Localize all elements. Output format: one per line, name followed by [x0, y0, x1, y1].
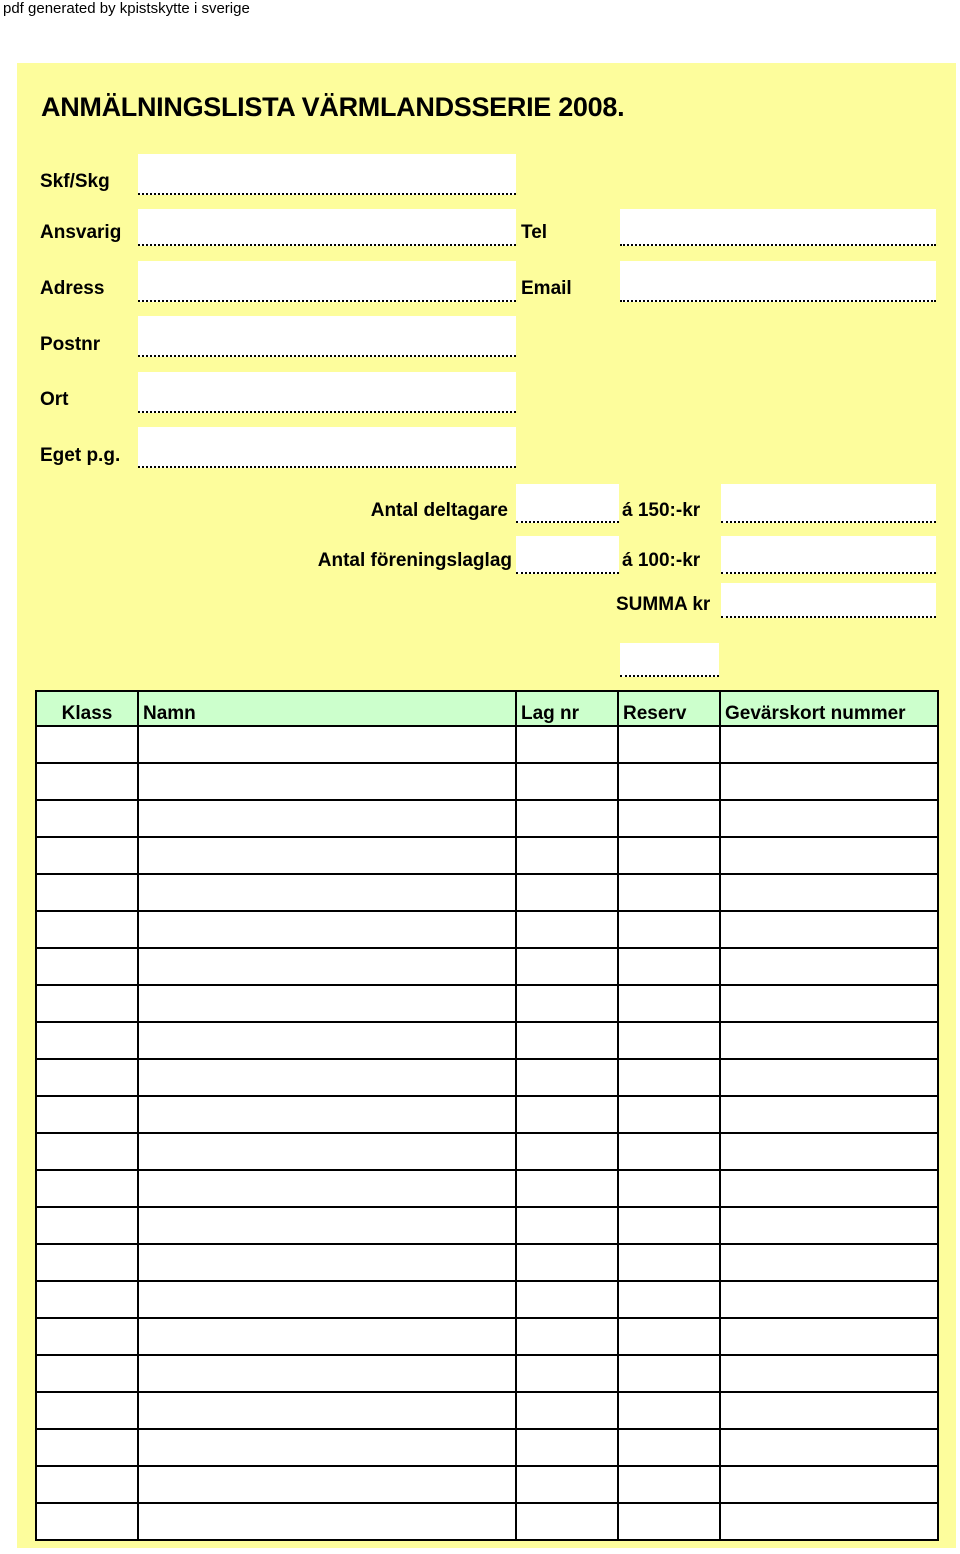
cell-klass[interactable]	[36, 874, 138, 911]
cell-reserv[interactable]	[618, 1059, 720, 1096]
cell-gevarskort[interactable]	[720, 1244, 938, 1281]
cell-lag-nr[interactable]	[516, 1281, 618, 1318]
cell-gevarskort[interactable]	[720, 1355, 938, 1392]
cell-reserv[interactable]	[618, 800, 720, 837]
cell-reserv[interactable]	[618, 763, 720, 800]
table-row	[36, 837, 938, 874]
eget-pg-label: Eget p.g.	[40, 445, 121, 466]
cell-reserv[interactable]	[618, 837, 720, 874]
cell-lag-nr[interactable]	[516, 1318, 618, 1355]
cell-reserv[interactable]	[618, 1133, 720, 1170]
cell-reserv[interactable]	[618, 1466, 720, 1503]
cell-gevarskort[interactable]	[720, 1466, 938, 1503]
email-field[interactable]	[620, 261, 936, 302]
cell-namn[interactable]	[138, 1022, 516, 1059]
cell-lag-nr[interactable]	[516, 911, 618, 948]
cell-namn[interactable]	[138, 1096, 516, 1133]
cell-gevarskort[interactable]	[720, 1133, 938, 1170]
postnr-field[interactable]	[138, 316, 516, 357]
cell-klass[interactable]	[36, 1318, 138, 1355]
tel-field[interactable]	[620, 209, 936, 246]
eget-pg-field[interactable]	[138, 427, 516, 468]
cell-gevarskort[interactable]	[720, 1392, 938, 1429]
cell-klass[interactable]	[36, 1244, 138, 1281]
table-row	[36, 985, 938, 1022]
antal-deltagare-label: Antal deltagare	[370, 500, 508, 521]
cell-lag-nr[interactable]	[516, 1170, 618, 1207]
lag-total-field[interactable]	[721, 536, 936, 574]
column-header-klass: Klass	[36, 691, 138, 726]
cell-gevarskort[interactable]	[720, 1207, 938, 1244]
cell-klass[interactable]	[36, 948, 138, 985]
cell-gevarskort[interactable]	[720, 1096, 938, 1133]
cell-gevarskort[interactable]	[720, 1503, 938, 1540]
cell-lag-nr[interactable]	[516, 1392, 618, 1429]
cell-reserv[interactable]	[618, 1503, 720, 1540]
cell-namn[interactable]	[138, 800, 516, 837]
cell-gevarskort[interactable]	[720, 726, 938, 763]
table-row	[36, 726, 938, 763]
cell-gevarskort[interactable]	[720, 1170, 938, 1207]
table-row	[36, 1244, 938, 1281]
cell-gevarskort[interactable]	[720, 763, 938, 800]
pdf-generator-note: pdf generated by kpistskytte i sverige	[3, 0, 250, 17]
cell-namn[interactable]	[138, 1466, 516, 1503]
table-row	[36, 1059, 938, 1096]
antal-lag-label: Antal föreningslaglag	[317, 550, 512, 571]
cell-reserv[interactable]	[618, 726, 720, 763]
cell-klass[interactable]	[36, 911, 138, 948]
cell-namn[interactable]	[138, 1281, 516, 1318]
cell-gevarskort[interactable]	[720, 948, 938, 985]
cell-gevarskort[interactable]	[720, 874, 938, 911]
postnr-label: Postnr	[40, 334, 101, 355]
table-row	[36, 1392, 938, 1429]
deltagare-total-field[interactable]	[721, 484, 936, 523]
cell-reserv[interactable]	[618, 1281, 720, 1318]
cell-klass[interactable]	[36, 1096, 138, 1133]
cell-lag-nr[interactable]	[516, 763, 618, 800]
cell-reserv[interactable]	[618, 1429, 720, 1466]
cell-lag-nr[interactable]	[516, 1096, 618, 1133]
column-header-gevarskort: Gevärskort nummer	[720, 691, 938, 726]
cell-namn[interactable]	[138, 1059, 516, 1096]
cell-gevarskort[interactable]	[720, 1022, 938, 1059]
cell-namn[interactable]	[138, 1133, 516, 1170]
ansvarig-label: Ansvarig	[40, 222, 122, 243]
cell-lag-nr[interactable]	[516, 985, 618, 1022]
summa-label: SUMMA kr	[616, 594, 711, 615]
cell-namn[interactable]	[138, 837, 516, 874]
cell-reserv[interactable]	[618, 874, 720, 911]
ort-label: Ort	[40, 389, 69, 410]
antal-lag-field[interactable]	[516, 536, 619, 574]
cell-reserv[interactable]	[618, 1096, 720, 1133]
adress-label: Adress	[40, 278, 105, 299]
cell-reserv[interactable]	[618, 911, 720, 948]
summa-field[interactable]	[721, 583, 936, 618]
cell-klass[interactable]	[36, 1466, 138, 1503]
cell-lag-nr[interactable]	[516, 1059, 618, 1096]
cell-lag-nr[interactable]	[516, 874, 618, 911]
cell-klass[interactable]	[36, 1059, 138, 1096]
column-header-reserv: Reserv	[618, 691, 720, 726]
cell-namn[interactable]	[138, 1318, 516, 1355]
cell-klass[interactable]	[36, 1429, 138, 1466]
cell-gevarskort[interactable]	[720, 911, 938, 948]
cell-gevarskort[interactable]	[720, 800, 938, 837]
cell-reserv[interactable]	[618, 1355, 720, 1392]
cell-namn[interactable]	[138, 1207, 516, 1244]
cell-lag-nr[interactable]	[516, 1429, 618, 1466]
cell-reserv[interactable]	[618, 1170, 720, 1207]
ort-field[interactable]	[138, 372, 516, 413]
cell-namn[interactable]	[138, 1170, 516, 1207]
cell-namn[interactable]	[138, 1244, 516, 1281]
cell-lag-nr[interactable]	[516, 1355, 618, 1392]
tel-label: Tel	[521, 222, 548, 243]
registration-table	[35, 690, 939, 1541]
cell-klass[interactable]	[36, 1022, 138, 1059]
table-row	[36, 1503, 938, 1540]
table-row	[36, 1022, 938, 1059]
cell-klass[interactable]	[36, 763, 138, 800]
cell-namn[interactable]	[138, 985, 516, 1022]
table-row	[36, 1170, 938, 1207]
cell-lag-nr[interactable]	[516, 837, 618, 874]
cell-klass[interactable]	[36, 1503, 138, 1540]
skf-field[interactable]	[138, 154, 516, 195]
cell-reserv[interactable]	[618, 948, 720, 985]
table-row	[36, 1281, 938, 1318]
cell-lag-nr[interactable]	[516, 1503, 618, 1540]
cell-klass[interactable]	[36, 726, 138, 763]
antal-deltagare-field[interactable]	[516, 484, 619, 523]
cell-namn[interactable]	[138, 1429, 516, 1466]
cell-reserv[interactable]	[618, 1244, 720, 1281]
cell-klass[interactable]	[36, 837, 138, 874]
cell-namn[interactable]	[138, 911, 516, 948]
cell-gevarskort[interactable]	[720, 985, 938, 1022]
cell-lag-nr[interactable]	[516, 1466, 618, 1503]
cell-klass[interactable]	[36, 1392, 138, 1429]
cell-klass[interactable]	[36, 1281, 138, 1318]
cell-gevarskort[interactable]	[720, 837, 938, 874]
cell-reserv[interactable]	[618, 1022, 720, 1059]
cell-namn[interactable]	[138, 726, 516, 763]
table-row	[36, 1355, 938, 1392]
cell-lag-nr[interactable]	[516, 1133, 618, 1170]
cell-reserv[interactable]	[618, 985, 720, 1022]
cell-reserv[interactable]	[618, 1392, 720, 1429]
column-header-namn: Namn	[138, 691, 516, 726]
table-header-row	[36, 691, 938, 726]
cell-klass[interactable]	[36, 1207, 138, 1244]
cell-lag-nr[interactable]	[516, 948, 618, 985]
cell-namn[interactable]	[138, 1503, 516, 1540]
cell-klass[interactable]	[36, 800, 138, 837]
email-label: Email	[521, 278, 572, 299]
column-header-lag-nr: Lag nr	[516, 691, 618, 726]
skf-label: Skf/Skg	[40, 171, 110, 192]
ansvarig-field[interactable]	[138, 209, 516, 246]
table-row	[36, 1318, 938, 1355]
lag-price: á 100:-kr	[622, 550, 701, 571]
cell-reserv[interactable]	[618, 1207, 720, 1244]
cell-klass[interactable]	[36, 985, 138, 1022]
table-row	[36, 874, 938, 911]
cell-klass[interactable]	[36, 1355, 138, 1392]
cell-gevarskort[interactable]	[720, 1318, 938, 1355]
table-row	[36, 763, 938, 800]
cell-namn[interactable]	[138, 1355, 516, 1392]
cell-reserv[interactable]	[618, 1318, 720, 1355]
table-body	[36, 726, 938, 1540]
table-row	[36, 911, 938, 948]
cell-namn[interactable]	[138, 948, 516, 985]
cell-lag-nr[interactable]	[516, 1244, 618, 1281]
cell-gevarskort[interactable]	[720, 1059, 938, 1096]
cell-gevarskort[interactable]	[720, 1281, 938, 1318]
cell-klass[interactable]	[36, 1170, 138, 1207]
adress-field[interactable]	[138, 261, 516, 302]
table-row	[36, 948, 938, 985]
cell-lag-nr[interactable]	[516, 1207, 618, 1244]
cell-namn[interactable]	[138, 874, 516, 911]
table-row	[36, 1096, 938, 1133]
cell-namn[interactable]	[138, 1392, 516, 1429]
deltagare-price: á 150:-kr	[622, 500, 701, 521]
cell-lag-nr[interactable]	[516, 800, 618, 837]
page-title: ANMÄLNINGSLISTA VÄRMLANDSSERIE 2008.	[41, 92, 625, 122]
table-row	[36, 1466, 938, 1503]
cell-lag-nr[interactable]	[516, 726, 618, 763]
extra-field[interactable]	[620, 643, 719, 677]
table-row	[36, 1207, 938, 1244]
cell-klass[interactable]	[36, 1133, 138, 1170]
cell-namn[interactable]	[138, 763, 516, 800]
cell-gevarskort[interactable]	[720, 1429, 938, 1466]
table-row	[36, 800, 938, 837]
table-row	[36, 1429, 938, 1466]
cell-lag-nr[interactable]	[516, 1022, 618, 1059]
table-row	[36, 1133, 938, 1170]
